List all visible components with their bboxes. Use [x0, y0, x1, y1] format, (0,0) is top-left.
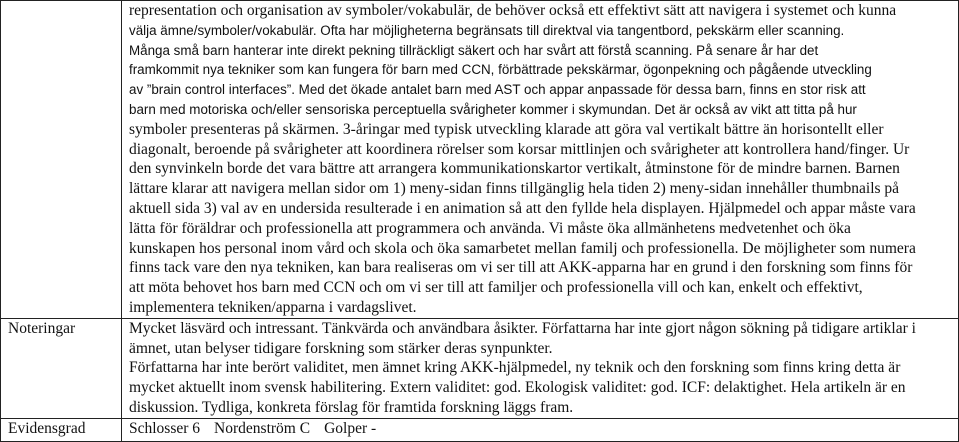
text-line: aktuell sida 3) val av en undersida resulterade i en animation så att den fyllde hela displayen. Hjälpmedel och appar måste vara [129, 199, 916, 217]
grade-golper: Golper - [324, 419, 377, 437]
grade-nordenstrom: Nordenström C [214, 419, 311, 437]
evidence-grades-cell [122, 418, 959, 441]
text-line: av ”brain control interfaces”. Med det ökade antalet barn med AST och appar anpassade för dessa barn, finns en stor risk att [129, 82, 866, 98]
text-line: barn med motoriska och/eller sensoriska perceptuella svårigheter kommer i skymundan. Det är också av vikt att titta på hur [129, 101, 857, 117]
text-line: Mycket läsvärd och intressant. Tänkvärda och användbara åsikter. Författarna har inte gjort någon sökning på tidigare artiklar i [129, 319, 916, 337]
row-label-notes: Noteringar [1, 318, 122, 418]
text-line: lättare klarar att navigera mellan sidor om 1) meny-sidan finns tillgänglig hela tiden 2) meny-sidan innehåller thumbnails på [129, 180, 900, 198]
table-row-evidence [1, 418, 959, 441]
text-line: symboler presenteras på skärmen. 3-åringar med typisk utveckling klarade att göra val vertikalt bättre än horisontellt eller [129, 120, 884, 138]
text-line: mycket aktuellt inom svensk habilitering. Extern validitet: god. Ekologisk validitet: god. ICF: delaktighet. Hela artikeln är en [129, 379, 906, 397]
text-line: lätta för föräldrar och professionella att programmera och använda. Vi måste öka allmänhetens medvetenhet och öka [129, 219, 851, 237]
text-line: diagonalt, beroende på svårigheter att koordinera rörelser som korsar mittlinjen och svårigheter att kontrollera hand/finger. Ur [129, 140, 910, 158]
text-line: representation och organisation av symboler/vokabulär, de behöver också ett effektivt sätt att navigera i systemet och kunna [129, 2, 897, 19]
text-line: den synvinkeln borde det vara bättre att arrangera kommunikationskartor vertikalt, åtminstone för de mindre barnen. Barnen [129, 160, 900, 178]
row-label-empty [1, 1, 122, 319]
text-line: att möta behovet hos barn med CCN och om vi ser till att familjer och professionella vill och kan, enkelt och effektivt, [129, 279, 863, 297]
text-line: välja ämne/symboler/vokabulär. Ofta har möjligheterna begränsats till direktval via tangentbord, pekskärm eller scanning. [129, 22, 845, 38]
text-line: finns tack vare den nya tekniken, kan bara realiseras om vi ser till att AKK-apparna har en grund i den forskning som finns för [129, 259, 913, 277]
notes-text-cell [122, 318, 959, 418]
table-row-continued [1, 1, 959, 319]
text-line: kunskapen hos personal inom vård och skola och öka samarbetet mellan familj och professionella. De möjligheter som numera [129, 239, 916, 257]
text-line: diskussion. Tydliga, konkreta förslag för framtida forskning läggs fram. [129, 398, 574, 416]
text-line: Författarna har inte berört validitet, men ämnet kring AKK-hjälpmedel, ny teknik och den forskning som finns kring detta är [129, 359, 901, 377]
text-line: framkommit nya tekniker som kan fungera för barn med CCN, förbättrade pekskärmar, ögonpekning och pågående utveckling [129, 62, 872, 78]
grade-schlosser: Schlosser 6 [129, 419, 201, 437]
text-line: implementera tekniken/apparna i vardagslivet. [129, 298, 417, 316]
row-label-evidence: Evidensgrad [1, 418, 122, 441]
table-row-notes [1, 318, 959, 418]
text-line: Många små barn hanterar inte direkt pekning tillräckligt säkert och har svårt att förstå scanning. På senare år har det [129, 42, 819, 58]
text-line: ämnet, utan belyser tidigare forskning som stärker deras synpunkter. [129, 339, 553, 357]
summary-text-cell [122, 1, 959, 319]
